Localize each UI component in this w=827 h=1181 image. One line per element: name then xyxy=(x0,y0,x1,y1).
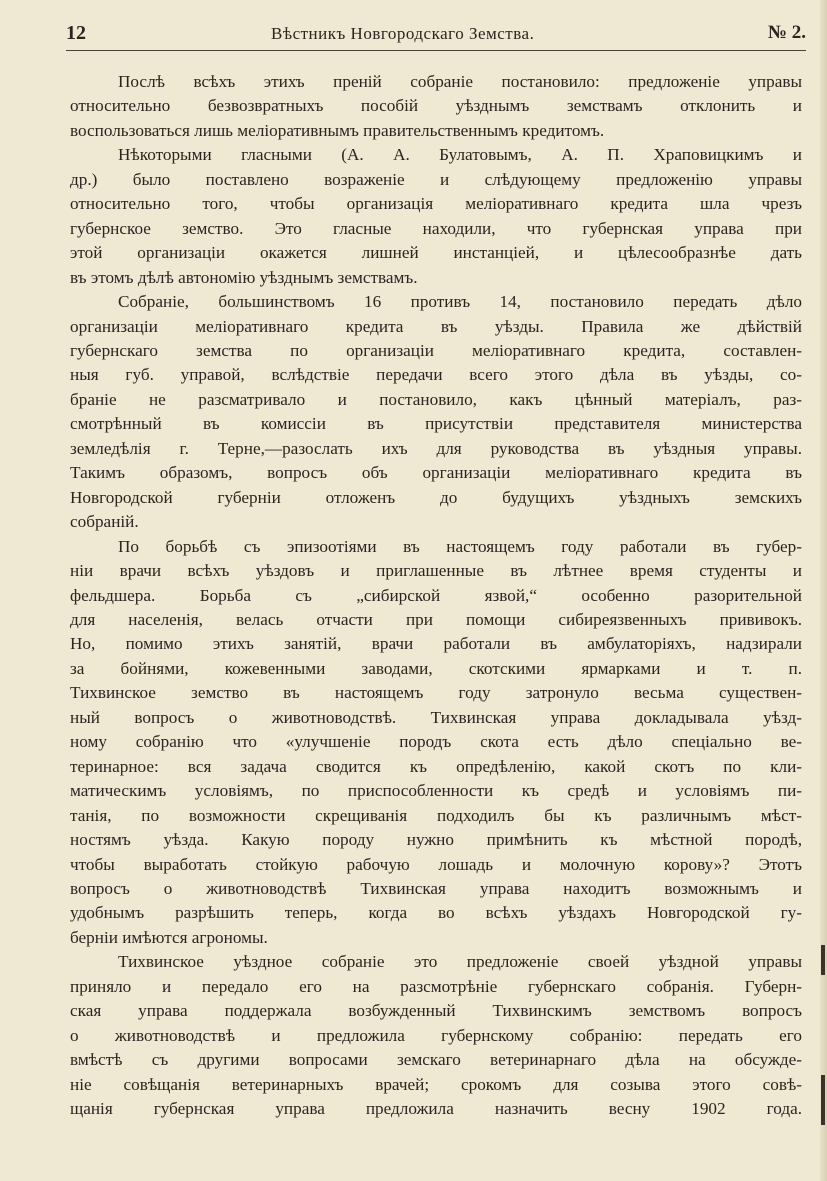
page-edge xyxy=(820,0,827,1181)
header-rule xyxy=(66,50,806,51)
text-line: губернскаго земства по организаціи меліоративнаго кредита, составлен- xyxy=(70,340,802,360)
text-line: теринарное: вся задача сводится къ опредѣленію, какой скотъ по кли- xyxy=(70,756,802,776)
text-line: танія, по возможности скрещиванія подходилъ бы къ различнымъ мѣст- xyxy=(70,805,802,825)
text-line: организаціи меліоративнаго кредита въ уѣзды. Правила же дѣйствій xyxy=(70,316,802,336)
text-line: Нѣкоторыми гласными (А. А. Булатовымъ, А. П. Храповицкимъ и xyxy=(118,145,802,165)
text-line: Но, помимо этихъ занятій, врачи работали въ амбулаторіяхъ, надзирали xyxy=(70,634,802,654)
text-line: Тихвинское земство въ настоящемъ году затронуло весьма существен- xyxy=(70,683,802,703)
journal-title: Вѣстникъ Новгородскаго Земства. xyxy=(271,24,535,43)
text-line: ская управа поддержала возбужденный Тихвинскимъ земствомъ вопросъ xyxy=(70,1001,802,1021)
text-line: этой организаціи окажется лишней инстанціей, и цѣлесообразнѣе дать xyxy=(70,243,802,263)
binding-mark xyxy=(821,945,825,975)
text-line: о животноводствѣ и предложила губернскому собранію: передать его xyxy=(70,1025,802,1045)
text-line: за бойнями, кожевенными заводами, скотскими ярмарками и т. п. xyxy=(70,658,802,678)
text-line: относительно того, чтобы организація меліоративнаго кредита шла чрезъ xyxy=(70,194,802,214)
text-line: ныя губ. управой, вслѣдствіе передачи всего этого дѣла въ уѣзды, со- xyxy=(70,365,802,385)
text-line: земледѣлія г. Терне,—разослать ихъ для руководства въ уѣздныя управы. xyxy=(70,438,802,458)
text-line: Собраніе, большинствомъ 16 противъ 14, постановило передать дѣло xyxy=(118,292,802,312)
issue-number: № 2. xyxy=(767,22,806,43)
text-line: смотрѣнный въ комиссіи въ присутствіи представителя министерства xyxy=(70,414,802,434)
text-line: др.) было поставлено возраженіе и слѣдующему предложенію управы xyxy=(70,169,802,189)
text-line: Такимъ образомъ, вопросъ объ организаціи меліоративнаго кредита въ xyxy=(70,463,802,483)
page-number: 12 xyxy=(66,22,86,44)
text-line: Тихвинское уѣздное собраніе это предложеніе своей уѣздной управы xyxy=(118,952,802,972)
text-line: ніе совѣщанія ветеринарныхъ врачей; срокомъ для созыва этого совѣ- xyxy=(70,1074,802,1094)
text-line: ному собранію что «улучшеніе породъ скота есть дѣло спеціально ве- xyxy=(70,732,802,752)
body-text xyxy=(70,70,802,1121)
running-header xyxy=(66,22,806,50)
text-line: ностямъ уѣзда. Какую породу нужно примѣнить къ мѣстной породѣ, xyxy=(70,830,802,850)
text-line: щанія губернская управа предложила назначить весну 1902 года. xyxy=(70,1099,802,1119)
text-line: Послѣ всѣхъ этихъ преній собраніе постановило: предложеніе управы xyxy=(118,72,802,91)
text-line: воспользоваться лишь меліоративнымъ правительственнымъ кредитомъ. xyxy=(70,120,605,140)
text-line: удобнымъ разрѣшить теперь, когда во всѣхъ уѣздахъ Новгородской гу- xyxy=(70,903,802,923)
binding-mark xyxy=(821,1075,825,1125)
text-line: матическимъ условіямъ, по приспособленности къ средѣ и условіямъ пи- xyxy=(70,781,802,801)
text-line: ный вопросъ о животноводствѣ. Тихвинская управа докладывала уѣзд- xyxy=(70,707,802,727)
text-line: По борьбѣ съ эпизоотіями въ настоящемъ году работали въ губер- xyxy=(118,536,802,556)
text-line: Новгородской губерніи отложенъ до будущихъ уѣздныхъ земскихъ xyxy=(70,487,802,507)
text-line: приняло и передало его на разсмотрѣніе губернскаго собранія. Губерн- xyxy=(70,976,802,996)
text-line: ніи врачи всѣхъ уѣздовъ и приглашенные въ лѣтнее время студенты и xyxy=(70,561,802,581)
text-line: вмѣстѣ съ другими вопросами земскаго ветеринарнаго дѣла на обсужде- xyxy=(70,1050,802,1070)
text-line: въ этомъ дѣлѣ автономію уѣзднымъ земствамъ. xyxy=(70,267,418,287)
text-line: фельдшера. Борьба съ „сибирской язвой,“ особенно разорительной xyxy=(70,585,802,605)
text-line: для населенія, велась отчасти при помощи сибиреязвенныхъ прививокъ. xyxy=(70,609,802,629)
text-line: браніе не разсматривало и постановило, какъ цѣнный матеріалъ, раз- xyxy=(70,389,802,409)
text-line: берніи имѣются агрономы. xyxy=(70,927,268,947)
text-line: собраній. xyxy=(70,512,139,532)
text-line: чтобы выработать стойкую рабочую лошадь и молочную корову»? Этотъ xyxy=(70,854,802,874)
text-line: вопросъ о животноводствѣ Тихвинская управа находитъ возможнымъ и xyxy=(70,878,802,898)
text-line: относительно безвозвратныхъ пособій уѣзднымъ земствамъ отклонить и xyxy=(70,96,802,116)
text-line: губернское земство. Это гласные находили, что губернская управа при xyxy=(70,218,802,238)
